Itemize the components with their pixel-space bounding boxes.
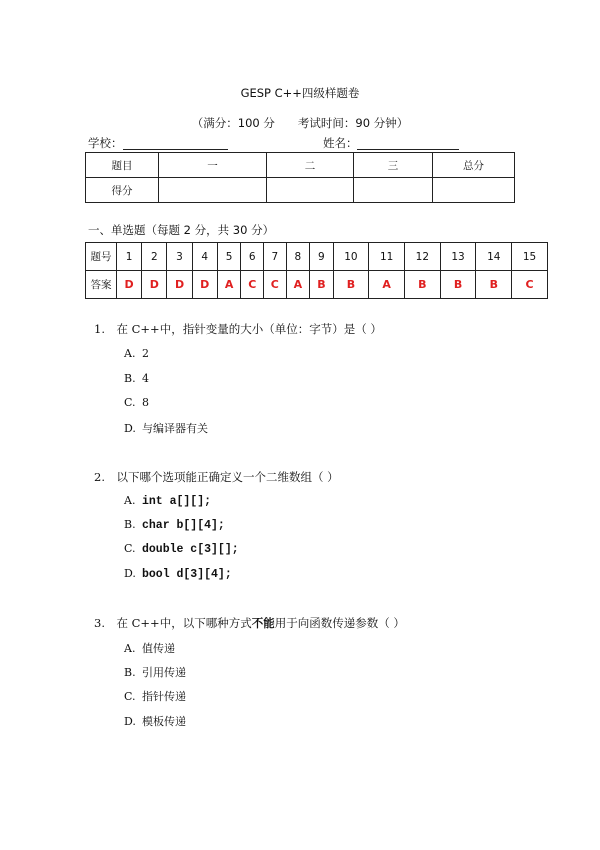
question-number-cell: 6 [241,243,264,271]
question-number-cell: 9 [310,243,333,271]
answer-cell: C [241,271,264,299]
answer-cell: A [369,271,405,299]
answer-cell: D [167,271,192,299]
answer-cell: C [512,271,548,299]
option-a: A. 值传递 [124,642,175,655]
question-number-cell: 8 [286,243,310,271]
score-header-cell: 一 [159,153,267,178]
score-header-cell: 题目 [86,153,159,178]
answer-cell: D [192,271,217,299]
score-cell[interactable] [354,178,433,203]
score-header-cell: 三 [354,153,433,178]
question-number-cell: 2 [142,243,167,271]
question-number-cell: 5 [217,243,241,271]
answer-cell: A [217,271,241,299]
question-number-cell: 4 [192,243,217,271]
question-2-stem: 2. 以下哪个选项能正确定义一个二维数组（ ） [94,470,339,484]
name-label: 姓名： [323,136,358,150]
answer-cell: B [476,271,512,299]
question-number-cell: 15 [512,243,548,271]
answer-cell: D [142,271,167,299]
section-heading: 一、单选题（每题 2 分，共 30 分） [88,223,275,237]
score-header-cell: 总分 [433,153,515,178]
school-label: 学校： [88,136,123,150]
question-number-cell: 10 [333,243,369,271]
answer-cell: A [286,271,310,299]
exam-info: （满分：100 分 考试时间：90 分钟） [191,116,409,130]
answer-row-label: 答案 [86,271,117,299]
option-c: C. 指针传递 [124,690,186,703]
answer-cell: C [264,271,287,299]
option-b: B. 引用传递 [124,666,186,679]
score-cell[interactable] [433,178,515,203]
score-row-label: 得分 [86,178,159,203]
answer-row-label: 题号 [86,243,117,271]
score-table [85,152,515,203]
question-number-cell: 12 [404,243,440,271]
school-blank[interactable] [123,148,228,150]
score-cell[interactable] [267,178,354,203]
option-d: D. 模板传递 [124,715,186,728]
question-number-cell: 7 [264,243,287,271]
answer-cell: D [117,271,142,299]
question-number-cell: 14 [476,243,512,271]
score-cell[interactable] [159,178,267,203]
answer-cell: B [310,271,333,299]
question-1-stem: 1. 在 C++中，指针变量的大小（单位：字节）是（ ） [94,322,382,336]
answer-cell: B [440,271,476,299]
option-c: C. 8 [124,396,149,409]
option-a: A. int a[][]; [124,494,212,508]
answer-table [85,242,548,299]
page-title: GESP C++四级样题卷 [240,86,360,100]
question-number-cell: 11 [369,243,405,271]
option-c: C. double c[3][]; [124,542,239,556]
question-3-stem: 3. 在 C++中，以下哪种方式不能用于向函数传递参数（ ） [94,616,405,630]
option-b: B. 4 [124,372,149,385]
answer-cell: B [404,271,440,299]
option-b: B. char b[][4]; [124,518,225,532]
question-number-cell: 3 [167,243,192,271]
option-d: D. 与编译器有关 [124,422,208,435]
name-blank[interactable] [357,148,459,150]
question-number-cell: 1 [117,243,142,271]
answer-cell: B [333,271,369,299]
score-header-cell: 二 [267,153,354,178]
question-number-cell: 13 [440,243,476,271]
option-a: A. 2 [124,347,149,360]
option-d: D. bool d[3][4]; [124,567,232,581]
